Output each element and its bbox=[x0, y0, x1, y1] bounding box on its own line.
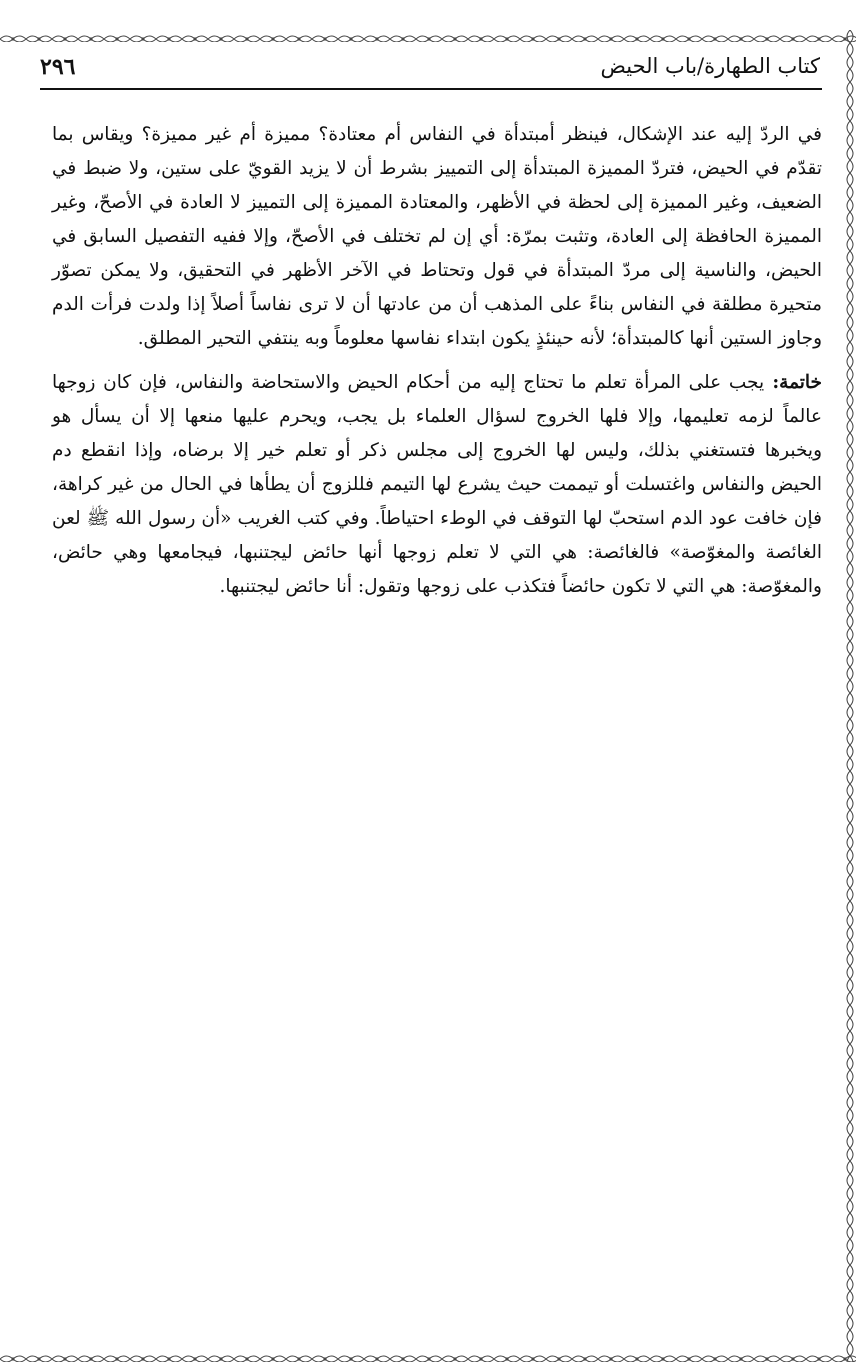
ornamental-border-top bbox=[0, 30, 856, 42]
paragraph-text: يجب على المرأة تعلم ما تحتاج إليه من أحكام الحيض والاستحاضة والنفاس، فإن كان زوجها عالماً لزمه تعليمها، وإلا فلها الخروج لسؤال العلماء بل يجب، ويحرم عليها منعها إلا أن يسأل هو ويخبرها فتستغني بذلك، وليس لها الخروج إلى مجلس ذكر أو تعلم خير إلا برضاه، وإذا انقطع دم الحيض والنفاس واغتسلت أو تيممت حيث يشرع لها التيمم فللزوج أن يطأها في الحال من غير كراهة، فإن خافت عود الدم استحبّ لها التوقف في الوطء احتياطاً. وفي كتب الغريب «أن رسول الله ﷺ لعن الغائصة والمغوّصة» فالغائصة: هي التي لا تعلم زوجها أنها حائض ليجتنبها، فيجامعها وهي حائض، والمغوّصة: هي التي لا تكون حائضاً فتكذب على زوجها وتقول: أنا حائض ليجتنبها. bbox=[52, 372, 822, 597]
chapter-title: كتاب الطهارة/باب الحيض bbox=[600, 54, 820, 78]
header-divider bbox=[40, 88, 822, 90]
paragraph bbox=[52, 118, 822, 356]
page-number: ٢٩٦ bbox=[40, 54, 76, 80]
running-header bbox=[40, 52, 820, 82]
ornamental-border-right bbox=[844, 30, 856, 1362]
paragraph-lead: خاتمة: bbox=[764, 372, 822, 393]
paragraph-text: في الردّ إليه عند الإشكال، فينظر أمبتدأة في النفاس أم معتادة؟ مميزة أم غير مميزة؟ ويقاس بما تقدّم في الحيض، فتردّ المميزة المبتدأة إلى التمييز بشرط أن لا يزيد القويّ على ستين، ولا ضبط في الضعيف، وغير المميزة إلى لحظة في الأظهر، والمعتادة المميزة إلى التمييز لا العادة في الأصحّ، وغير المميزة الحافظة إلى العادة، وتثبت بمرّة: أي إن لم تختلف في الأصحّ، وإلا ففيه التفصيل السابق في الحيض، والناسية إلى مردّ المبتدأة في قول وتحتاط في الآخر الأظهر في التحقيق، ولا يمكن تصوّر متحيرة مطلقة في النفاس بناءً على المذهب أن من عادتها أن لا ترى نفاساً أصلاً إذا ولدت فرأت الدم وجاوز الستين أنها كالمبتدأة؛ لأنه حينئذٍ يكون ابتداء نفاسها معلوماً وبه ينتفي التحير المطلق. bbox=[52, 124, 822, 349]
paragraph-conclusion bbox=[52, 366, 822, 604]
ornamental-border-bottom bbox=[0, 1350, 856, 1362]
page-body bbox=[52, 118, 822, 604]
